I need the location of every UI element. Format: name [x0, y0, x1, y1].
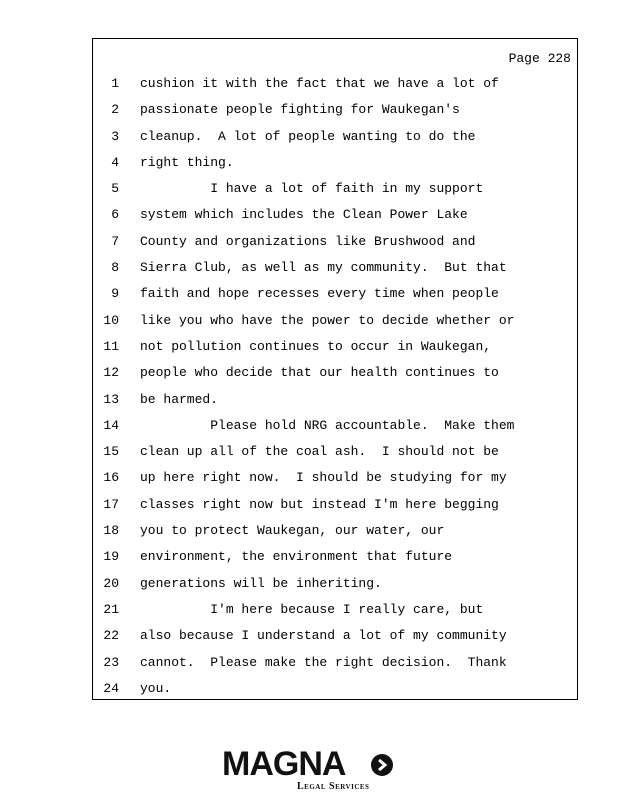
transcript-line: [93, 176, 577, 202]
magna-logo: [222, 745, 397, 793]
line-number: 17: [103, 496, 119, 512]
line-text: right thing.: [140, 154, 234, 170]
transcript-line: [93, 518, 577, 544]
logo-wordmark: MAGNA: [222, 745, 346, 783]
line-number: 5: [111, 181, 119, 197]
transcript-page: [92, 38, 578, 700]
transcript-line: [93, 150, 577, 176]
transcript-line: [93, 334, 577, 360]
line-text: system which includes the Clean Power Lake: [140, 207, 468, 223]
line-text: I have a lot of faith in my support: [140, 181, 484, 197]
line-number: 7: [111, 233, 119, 249]
line-number: 21: [103, 601, 119, 617]
transcript-line: [93, 308, 577, 334]
line-text: like you who have the power to decide whether or: [140, 312, 515, 328]
transcript-line: [93, 623, 577, 649]
transcript-line: [93, 650, 577, 676]
transcript-line: [93, 387, 577, 413]
transcript-line: [93, 492, 577, 518]
transcript-lines: [93, 71, 577, 702]
line-text: Sierra Club, as well as my community. But that: [140, 260, 507, 276]
line-number: 22: [103, 628, 119, 644]
transcript-line: [93, 255, 577, 281]
line-number: 3: [111, 128, 119, 144]
line-number: 24: [103, 680, 119, 696]
line-number: 9: [111, 286, 119, 302]
line-number: 14: [103, 417, 119, 433]
line-text: classes right now but instead I'm here begging: [140, 496, 499, 512]
line-number: 6: [111, 207, 119, 223]
line-text: I'm here because I really care, but: [140, 601, 484, 617]
transcript-line: [93, 124, 577, 150]
transcript-line: [93, 360, 577, 386]
line-text: up here right now. I should be studying for my: [140, 470, 507, 486]
transcript-line: [93, 202, 577, 228]
line-number: 15: [103, 444, 119, 460]
line-text: Please hold NRG accountable. Make them: [140, 417, 515, 433]
line-number: 1: [111, 76, 119, 91]
logo-subtitle: Legal Services: [297, 781, 370, 792]
line-text: environment, the environment that future: [140, 549, 453, 565]
line-number: 4: [111, 154, 119, 170]
line-text: generations will be inheriting.: [140, 575, 382, 591]
line-number: 11: [103, 338, 119, 354]
line-text: you.: [140, 680, 172, 696]
transcript-line: [93, 439, 577, 465]
transcript-line: [93, 465, 577, 491]
line-number: 18: [103, 523, 119, 539]
transcript-line: [93, 97, 577, 123]
line-number: 19: [103, 549, 119, 565]
line-text: clean up all of the coal ash. I should not be: [140, 444, 499, 460]
line-text: cannot. Please make the right decision. Thank: [140, 654, 507, 670]
chevron-right-icon: [371, 754, 393, 776]
line-number: 23: [103, 654, 119, 670]
transcript-line: [93, 71, 577, 97]
transcript-line: [93, 229, 577, 255]
line-number: 16: [103, 470, 119, 486]
page-number: Page 228: [508, 51, 571, 66]
transcript-line: [93, 676, 577, 702]
line-text: also because I understand a lot of my community: [140, 628, 507, 644]
line-text: not pollution continues to occur in Waukegan,: [140, 338, 492, 354]
line-number: 12: [103, 365, 119, 381]
transcript-line: [93, 281, 577, 307]
line-text: you to protect Waukegan, our water, our: [140, 523, 445, 539]
line-text: County and organizations like Brushwood and: [140, 233, 476, 249]
line-number: 2: [111, 102, 119, 118]
transcript-line: [93, 413, 577, 439]
line-number: 13: [103, 391, 119, 407]
line-text: be harmed.: [140, 391, 219, 407]
line-number: 20: [103, 575, 119, 591]
line-text: people who decide that our health continues to: [140, 365, 499, 381]
transcript-line: [93, 597, 577, 623]
line-text: cleanup. A lot of people wanting to do the: [140, 128, 476, 144]
line-text: passionate people fighting for Waukegan's: [140, 102, 460, 118]
transcript-line: [93, 544, 577, 570]
transcript-line: [93, 571, 577, 597]
line-number: 8: [111, 260, 119, 276]
line-number: 10: [103, 312, 119, 328]
line-text: faith and hope recesses every time when people: [140, 286, 499, 302]
line-text: cushion it with the fact that we have a lot of: [140, 76, 499, 91]
